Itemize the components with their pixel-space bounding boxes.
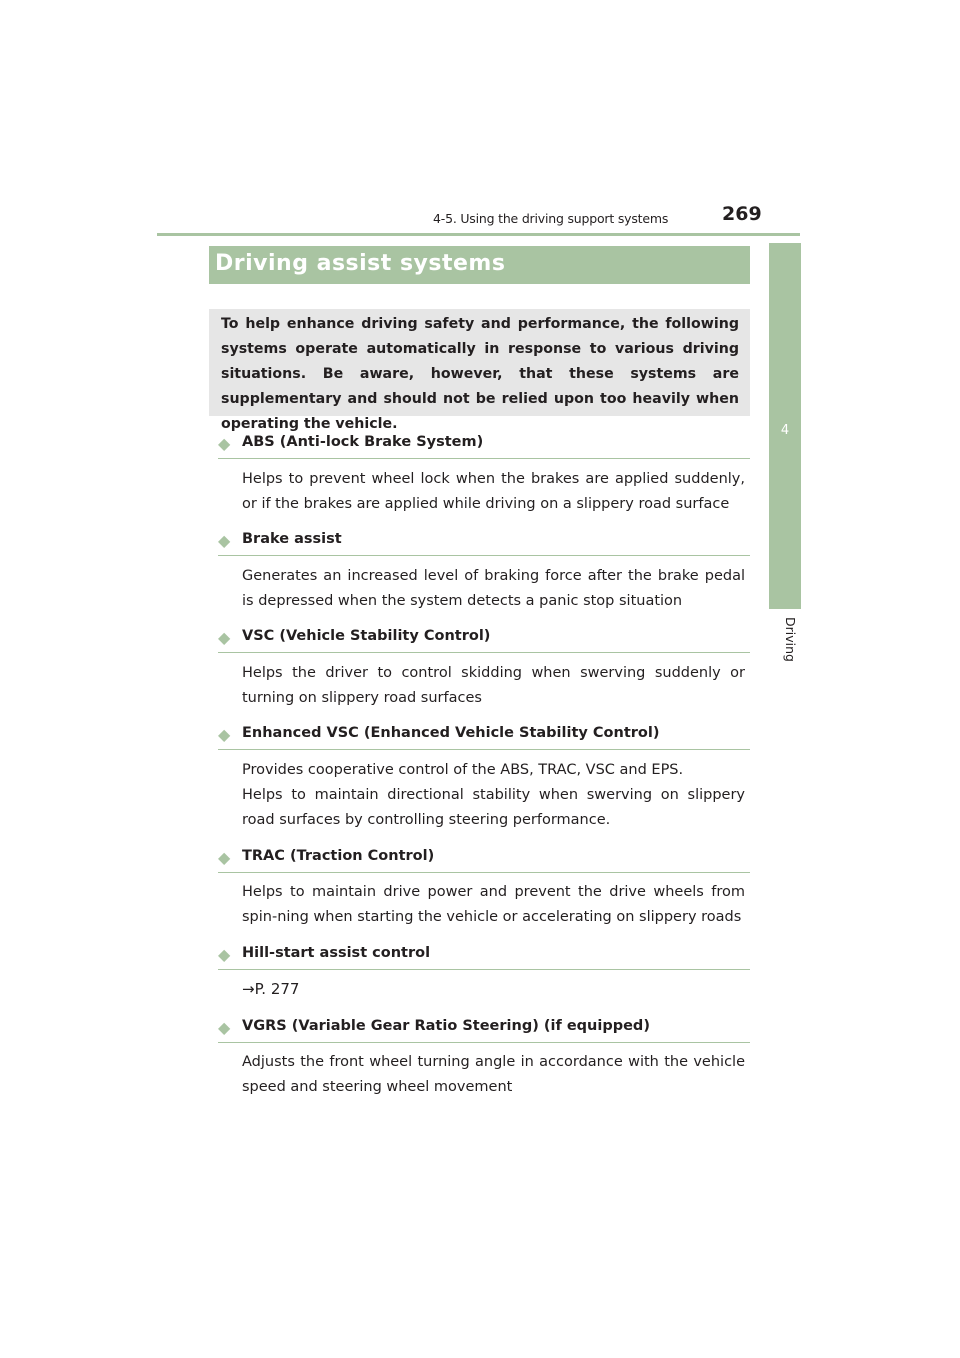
section-body-abs <box>242 467 745 517</box>
section-body-vgrs <box>242 1050 745 1100</box>
chapter-tab <box>769 243 801 609</box>
diamond-bullet-icon: ◆ <box>218 1018 231 1037</box>
heading-text: VGRS (Variable Gear Ratio Steering) (if equipped) <box>242 1018 650 1034</box>
page-title-bar <box>209 246 750 284</box>
section-body-vsc <box>242 661 745 711</box>
section-body-brake-assist <box>242 564 745 614</box>
intro-text: To help enhance driving safety and performance, the following systems operate automatically in response to various driving situations. Be aware, however, that these systems are supplementary and should not be relied upon too heavily when operating the vehicle. <box>221 316 739 432</box>
page-title: Driving assist systems <box>215 251 506 276</box>
body-text: Provides cooperative control of the ABS, TRAC, VSC and EPS. <box>242 762 684 778</box>
diamond-bullet-icon: ◆ <box>218 725 231 744</box>
page-number: 269 <box>722 203 762 225</box>
chapter-number: 4 <box>780 423 790 438</box>
section-heading-hill-start <box>218 943 750 970</box>
diamond-bullet-icon: ◆ <box>218 434 231 453</box>
page-reference-link[interactable]: →P. 277 <box>242 980 300 998</box>
heading-text: Hill-start assist control <box>242 945 431 961</box>
heading-text: TRAC (Traction Control) <box>242 848 435 864</box>
section-body-trac <box>242 880 745 930</box>
section-body-enhanced-vsc <box>242 758 745 833</box>
heading-text: Enhanced VSC (Enhanced Vehicle Stability Control) <box>242 725 660 741</box>
intro-box <box>209 309 750 432</box>
body-text: Helps the driver to control skidding when swerving suddenly or turning on slippery road surfaces <box>242 665 745 706</box>
section-header: 4-5. Using the driving support systems <box>433 211 669 226</box>
diamond-bullet-icon: ◆ <box>218 531 231 550</box>
diamond-bullet-icon: ◆ <box>218 628 231 647</box>
section-heading-enhanced-vsc <box>218 723 750 750</box>
heading-text: Brake assist <box>242 531 342 547</box>
header-divider <box>157 233 800 236</box>
section-heading-abs <box>218 432 750 459</box>
diamond-bullet-icon: ◆ <box>218 848 231 867</box>
chapter-label: Driving <box>783 617 798 662</box>
diamond-bullet-icon: ◆ <box>218 945 231 964</box>
section-heading-brake-assist <box>218 529 750 556</box>
body-text: Generates an increased level of braking force after the brake pedal is depressed when the system detects a panic stop situation <box>242 568 745 609</box>
body-text: Helps to prevent wheel lock when the brakes are applied suddenly, or if the brakes are applied while driving on a slippery road surface <box>242 471 745 512</box>
body-text: Adjusts the front wheel turning angle in accordance with the vehicle speed and steering wheel movement <box>242 1054 745 1095</box>
section-heading-vgrs <box>218 1016 750 1043</box>
section-heading-trac <box>218 846 750 873</box>
section-heading-vsc <box>218 626 750 653</box>
body-text: Helps to maintain drive power and prevent the drive wheels from spin-ning when starting the vehicle or accelerating on slippery roads <box>242 884 745 925</box>
body-text: Helps to maintain directional stability when swerving on slippery road surfaces by controlling steering performance. <box>242 787 745 828</box>
heading-text: ABS (Anti-lock Brake System) <box>242 434 484 450</box>
heading-text: VSC (Vehicle Stability Control) <box>242 628 491 644</box>
